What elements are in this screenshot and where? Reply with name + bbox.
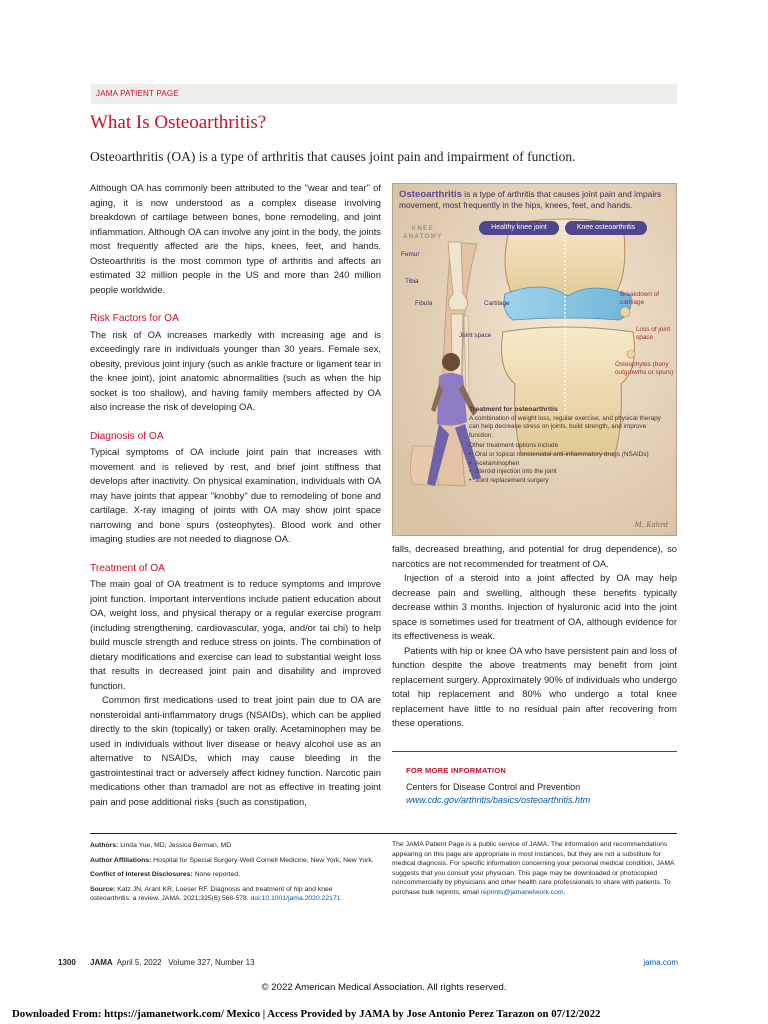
diagnosis-heading: Diagnosis of OA xyxy=(90,430,164,442)
treatment-options-heading: Other treatment options include xyxy=(469,442,559,450)
page-number: 1300 xyxy=(58,958,76,967)
figure-caption xyxy=(399,189,672,210)
healthy-knee-tab: Healthy knee joint xyxy=(479,221,559,235)
treatment-heading: Treatment of OA xyxy=(90,562,165,574)
treatment-options-list xyxy=(469,451,672,485)
right-paragraph-2: Injection of a steroid into a joint affected by OA may help decrease pain and swelling, although these benefits typically decrease within 3 months. Injection of hyaluronic acid into the joint space is sometimes used for treatment of OA, although evidence for its effectiveness is weak. xyxy=(392,572,677,641)
coi-value: None reported. xyxy=(192,871,240,879)
treatment-option: • Oral or topical nonsteroidal anti-inflammatory drugs (NSAIDs) xyxy=(469,451,672,460)
treatment-box-heading: Treatment for osteoarthritis xyxy=(469,406,558,413)
journal-name: JAMA xyxy=(90,958,113,967)
more-info-heading: FOR MORE INFORMATION xyxy=(406,766,507,775)
disclaimer xyxy=(392,840,677,898)
tibia-label: Tibia xyxy=(405,278,419,285)
authors-line xyxy=(90,841,374,851)
right-paragraph-1: falls, decreased breathing, and potential for drug dependence), so narcotics are not recommended for treatment of OA. xyxy=(392,543,677,569)
disclaimer-end: . xyxy=(563,888,566,896)
more-info-box xyxy=(392,751,677,807)
risk-heading: Risk Factors for OA xyxy=(90,313,179,324)
authors-value: Linda Yue, MD; Jessica Berman, MD xyxy=(118,842,232,849)
joint-space-label: Joint space xyxy=(459,332,492,339)
osteophytes-label: Osteophytes (bony outgrowths or spurs) xyxy=(615,361,674,376)
treatment-option: • Joint replacement surgery xyxy=(469,477,672,486)
femur-label: Femur xyxy=(401,251,420,258)
reprints-email-link[interactable]: reprints@jamanetwork.com xyxy=(480,888,564,896)
diagnosis-paragraph: Typical symptoms of OA include joint pain that increases with movement and is relieved by rest, and brief joint stiffness that develops after inactivity. On physical examination, individuals with OA may have joints that appear "knobby" due to remodeling of bone and cartilage. X-ray imaging of joints with OA may show joint space narrowing and bone spurs (osteophytes). Blood work and other imaging studies are not needed to diagnose OA. xyxy=(90,446,381,544)
page-title: What Is Osteoarthritis? xyxy=(90,112,267,133)
more-info-link[interactable]: www.cdc.gov/arthritis/basics/osteoarthritis.htm xyxy=(406,795,591,805)
journal-info xyxy=(90,958,255,967)
affiliations-value: Hospital for Special Surgery-Weill Cornell Medicine, New York, New York. xyxy=(151,856,374,864)
right-paragraph-3: Patients with hip or knee OA who have persistent pain and loss of function despite the above treatments may benefit from joint replacement surgery. Approximately 90% of individuals who undergo total hip replacement and 80% who undergo a total knee replacement have little to no residual pain after recovering from these operations. xyxy=(392,644,677,728)
page-subtitle: Osteoarthritis (OA) is a type of arthritis that causes joint pain and impairment of function. xyxy=(90,149,576,164)
affiliations-label: Author Affiliations: xyxy=(90,856,152,864)
treatment-box xyxy=(469,406,672,485)
issue-info: April 5, 2022 Volume 327, Number 13 xyxy=(112,958,255,967)
treatment-option: • Acetaminophen xyxy=(469,460,672,469)
figure-caption-text: is a type of arthritis that causes joint pain and impairs movement, most frequently in the hips, knees, feet, and hands. xyxy=(399,189,662,210)
intro-paragraph: Although OA has commonly been attributed to the "wear and tear" of aging, it is now understood as a complex disease involving breakdown of cartilage between bones, bone remodeling, and joint inflammation. Although OA can involve any joint in the body, the joints most frequently affected are the hips, knees, feet, and hands. Osteoarthritis is the most common type of arthritis and affects an estimated 32 million people in the US and more than 240 million people worldwide. xyxy=(90,182,381,295)
left-column xyxy=(90,181,381,809)
copyright-line: © 2022 American Medical Association. All rights reserved. xyxy=(261,982,507,993)
loss-joint-space-label: Loss of joint space xyxy=(636,326,671,341)
knee-oa-tab: Knee osteoarthritis xyxy=(565,221,647,235)
footer-divider xyxy=(90,833,677,834)
source-line xyxy=(90,885,374,904)
download-line: Downloaded From: https://jamanetwork.com/ Mexico | Access Provided by JAMA by Jose Antonio Perez Tarazon on 07/12/2022 xyxy=(12,1008,601,1020)
coi-line xyxy=(90,870,374,880)
banner-label: JAMA PATIENT PAGE xyxy=(96,89,179,98)
article-metadata xyxy=(90,841,374,909)
treatment-box-text: A combination of weight loss, regular exercise, and physical therapy can help decrease stress on joints, build strength, and improve function. xyxy=(469,414,661,439)
osteoarthritis-illustration xyxy=(392,183,677,536)
risk-paragraph: The risk of OA increases markedly with increasing age and is exceedingly rare in individuals younger than 30 years. Female sex, obesity, previous joint injury (such as ankle fracture or ligament tear in the knee joint), joint anatomic abnormalities (such as when the hip socket is too shallow), and having family members affected by OA also increase the risk of developing OA. xyxy=(90,328,381,412)
source-value: Katz JN, Arant KR, Loeser RF. Diagnosis and treatment of hip and knee osteoarthritis: a review. JAMA. 2021;325(6):568-578. xyxy=(90,885,333,903)
treatment-paragraph: The main goal of OA treatment is to reduce symptoms and improve joint function. Important interventions include patient education about OA, weight loss, and physical therapy or a regular exercise program (including strengthening, cardiovascular, yoga, and/or tai chi) to help build muscle strength and reduce stress on joints. The combination of dietary modifications and exercise can lead to substantial weight loss that results in decreased joint pain and disability and improved function. xyxy=(90,578,381,691)
source-label: Source: xyxy=(90,885,116,893)
fibula-label: Fibula xyxy=(415,300,433,307)
treatment-option: • Steroid injection into the joint xyxy=(469,468,672,477)
breakdown-label: Breakdown of cartilage xyxy=(620,291,660,306)
doi-link[interactable]: doi:10.1001/jama.2020.22171 xyxy=(248,895,341,903)
journal-site-link[interactable]: jama.com xyxy=(643,958,678,967)
knee-anatomy-label: KNEE ANATOMY xyxy=(403,226,443,240)
authors-label: Authors: xyxy=(90,842,119,849)
section-banner xyxy=(91,84,677,104)
page-footer xyxy=(58,958,678,972)
figure-caption-bold: Osteoarthritis xyxy=(399,189,462,200)
affiliations-line xyxy=(90,856,374,866)
artist-signature: M. Kahrd xyxy=(634,521,668,529)
disclaimer-text: The JAMA Patient Page is a public service of JAMA. The information and recommendations appearing on this page are appropriate in most instances, but they are not a substitute for medical diagnosis. For specific information concerning your personal medical condition, JAMA suggests that you consult your physician. This page may be downloaded or photocopied noncommercially by physicians and other health care professionals to share with patients. To purchase bulk reprints, email xyxy=(392,841,675,896)
coi-label: Conflict of Interest Disclosures: xyxy=(90,871,193,879)
more-info-org: Centers for Disease Control and Prevention xyxy=(406,782,581,792)
medications-paragraph: Common first medications used to treat joint pain due to OA are nonsteroidal anti-inflammatory drugs (NSAIDs), which can be applied directly to the skin (topically) or taken orally. Acetaminophen may be used in individuals without liver disease or heavy alcohol use as an alternative to NSAIDs, which may cause bleeding in the gastrointestinal tract or adversely affect kidney function. Narcotic pain medications other than tramadol are not as effective in treating joint pain and pose additional risks (such as constipation, xyxy=(90,694,381,807)
right-column xyxy=(392,542,677,731)
cartilage-label: Cartilage xyxy=(484,300,510,307)
